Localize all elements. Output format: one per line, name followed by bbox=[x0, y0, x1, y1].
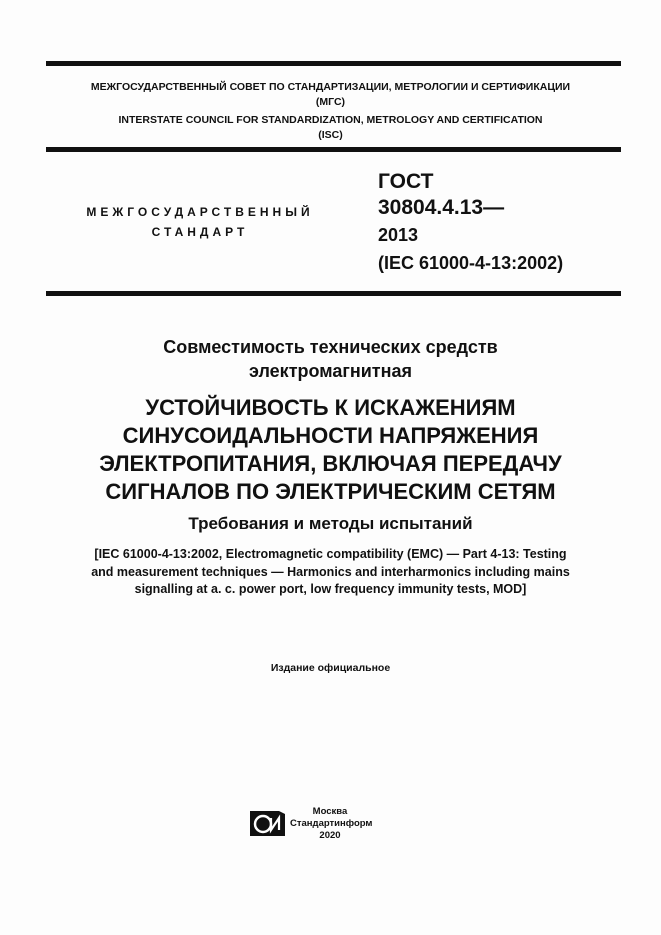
gost-label: ГОСТ bbox=[378, 170, 434, 193]
gost-year: 2013 bbox=[378, 225, 419, 245]
iec-reference: (IEC 61000-4-13:2002) bbox=[378, 253, 564, 273]
council-ru-abbr: (МГС) bbox=[315, 96, 346, 108]
main-title-2: СИНУСОИДАЛЬНОСТИ НАПРЯЖЕНИЯ bbox=[122, 423, 539, 448]
general-title-2: электромагнитная bbox=[248, 361, 412, 381]
top-rule bbox=[46, 61, 621, 66]
council-ru: МЕЖГОСУДАРСТВЕННЫЙ СОВЕТ ПО СТАНДАРТИЗАЦИИ, МЕТРОЛОГИИ И СЕРТИФИКАЦИИ bbox=[90, 81, 571, 93]
subtitle: Требования и методы испытаний bbox=[188, 514, 473, 533]
publisher-name: Стандартинформ bbox=[290, 818, 373, 829]
bottom-rule bbox=[46, 291, 621, 296]
middle-rule bbox=[46, 147, 621, 152]
edition-label: Издание официальное bbox=[270, 662, 391, 674]
standartinform-logo-icon bbox=[249, 808, 287, 838]
council-en-abbr: (ISC) bbox=[318, 129, 343, 141]
council-en: INTERSTATE COUNCIL FOR STANDARDIZATION, METROLOGY AND CERTIFICATION bbox=[118, 114, 543, 126]
iec-title-2: and measurement techniques — Harmonics and interharmonics including mains bbox=[91, 565, 570, 579]
gost-number: 30804.4.13— bbox=[378, 196, 505, 219]
standard-type-2: СТАНДАРТ bbox=[151, 225, 249, 239]
main-title-4: СИГНАЛОВ ПО ЭЛЕКТРИЧЕСКИМ СЕТЯМ bbox=[105, 479, 556, 504]
main-title-1: УСТОЙЧИВОСТЬ К ИСКАЖЕНИЯМ bbox=[145, 395, 516, 420]
publisher-city: Москва bbox=[312, 806, 348, 817]
general-title-1: Совместимость технических средств bbox=[163, 337, 498, 357]
iec-title-3: signalling at a. c. power port, low frequency immunity tests, MOD] bbox=[134, 582, 527, 596]
iec-title-1: [IEC 61000-4-13:2002, Electromagnetic compatibility (EMC) — Part 4-13: Testing bbox=[94, 547, 567, 561]
publisher-year: 2020 bbox=[319, 830, 341, 841]
main-title-3: ЭЛЕКТРОПИТАНИЯ, ВКЛЮЧАЯ ПЕРЕДАЧУ bbox=[99, 451, 562, 476]
standard-type-1: МЕЖГОСУДАРСТВЕННЫЙ bbox=[86, 205, 314, 219]
